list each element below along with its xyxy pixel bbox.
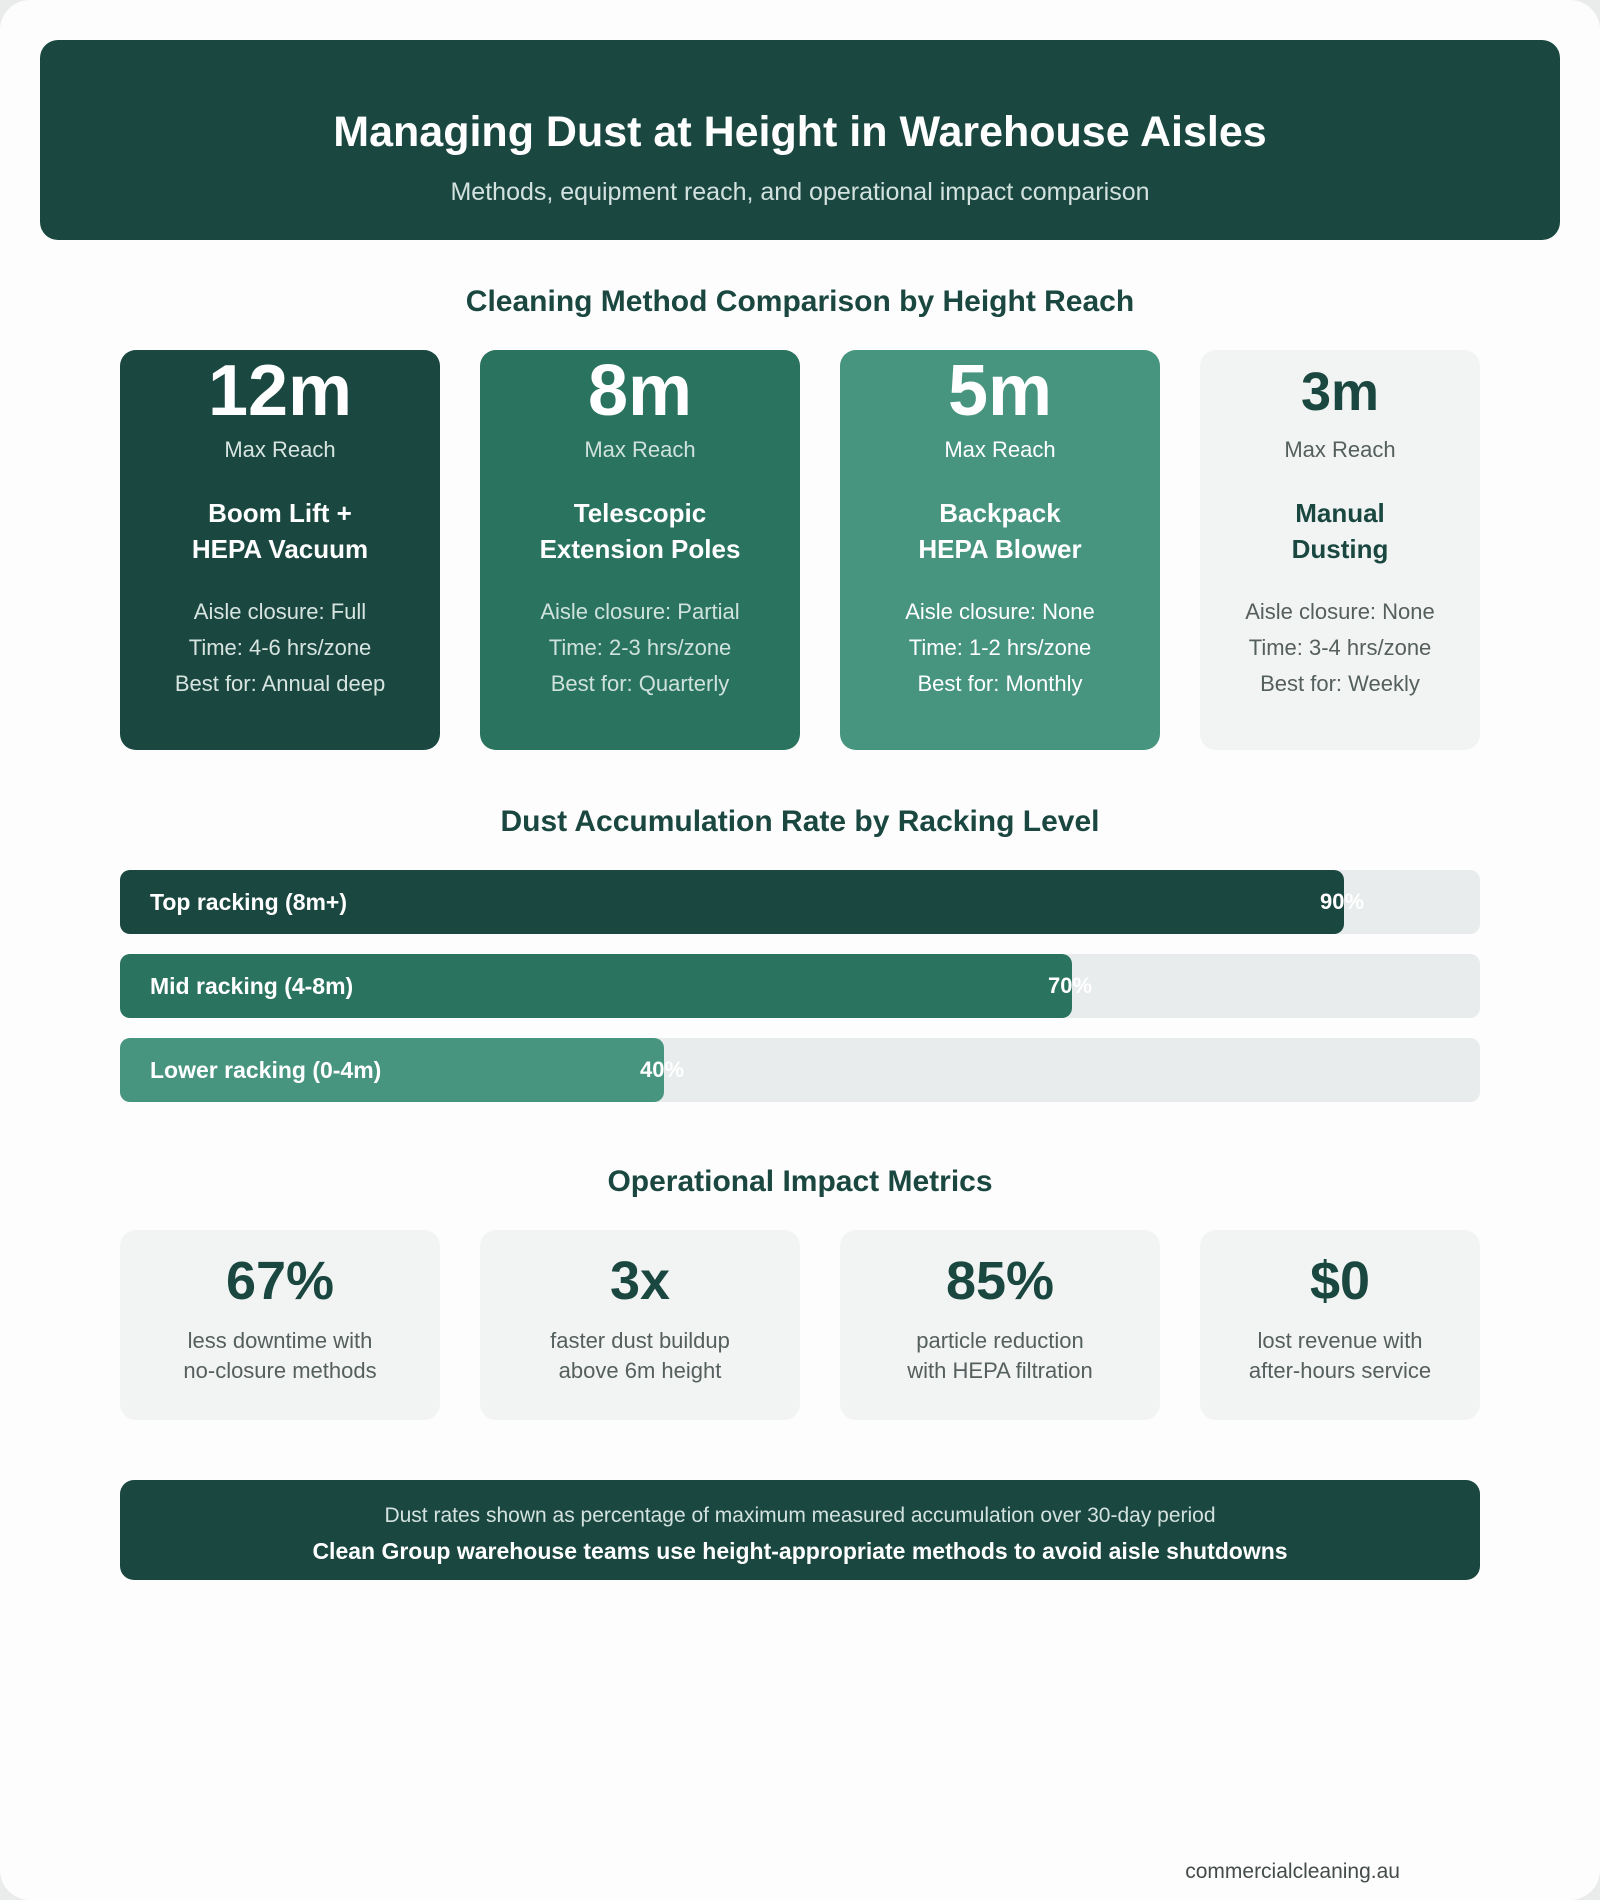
metric-description xyxy=(500,1326,780,1386)
method-details xyxy=(1200,594,1480,702)
metric-card-lost-revenue xyxy=(1200,1230,1480,1420)
method-name xyxy=(870,495,1130,567)
method-aisle-closure: Aisle closure: Partial xyxy=(540,599,740,624)
method-name-line2: HEPA Vacuum xyxy=(191,534,369,564)
dust-bar-lower-racking xyxy=(120,1038,1480,1102)
method-card-backpack-blower xyxy=(840,350,1160,750)
metric-description xyxy=(860,1326,1140,1386)
dust-bar-mid-racking xyxy=(120,954,1480,1018)
metric-value: 85% xyxy=(945,1251,1055,1311)
method-time: Time: 1-2 hrs/zone xyxy=(908,635,1092,660)
dust-bar-label: Mid racking (4-8m) xyxy=(150,973,354,999)
method-card-boom-lift xyxy=(120,350,440,750)
method-reach-value: 5m xyxy=(947,351,1053,431)
page-subtitle: Methods, equipment reach, and operational impact comparison xyxy=(450,178,1150,206)
dust-bar-value: 90% xyxy=(1320,889,1365,914)
method-time: Time: 4-6 hrs/zone xyxy=(188,635,372,660)
method-details xyxy=(840,594,1160,702)
method-name xyxy=(510,495,770,567)
dust-bar-label: Lower racking (0-4m) xyxy=(150,1057,382,1083)
header-banner xyxy=(40,40,1560,240)
methods-section-title: Cleaning Method Comparison by Height Reach xyxy=(465,285,1135,318)
method-name-line1: Backpack xyxy=(939,498,1061,528)
method-reach-label: Max Reach xyxy=(584,437,696,462)
method-reach-label: Max Reach xyxy=(944,437,1056,462)
metric-desc-line2: after-hours service xyxy=(1248,1358,1432,1383)
method-reach-label: Max Reach xyxy=(224,437,336,462)
metric-desc-line1: particle reduction xyxy=(916,1328,1084,1353)
method-aisle-closure: Aisle closure: None xyxy=(1245,599,1435,624)
method-name-line1: Manual xyxy=(1295,498,1385,528)
metric-card-dust-buildup xyxy=(480,1230,800,1420)
metric-desc-line2: with HEPA filtration xyxy=(907,1358,1093,1383)
metric-description xyxy=(140,1326,420,1386)
method-name xyxy=(1230,495,1450,567)
metric-desc-line2: above 6m height xyxy=(558,1358,722,1383)
method-reach-value: 8m xyxy=(587,351,693,431)
footer-note-box xyxy=(120,1480,1480,1580)
method-best-for: Best for: Quarterly xyxy=(550,671,730,696)
method-name-line1: Boom Lift + xyxy=(208,498,352,528)
metric-desc-line2: no-closure methods xyxy=(183,1358,377,1383)
method-time: Time: 3-4 hrs/zone xyxy=(1248,635,1432,660)
dust-section-title: Dust Accumulation Rate by Racking Level xyxy=(500,805,1100,838)
dust-bar-label: Top racking (8m+) xyxy=(150,889,348,915)
method-reach-value: 12m xyxy=(207,351,353,431)
method-name-line2: HEPA Blower xyxy=(918,534,1082,564)
method-best-for: Best for: Annual deep xyxy=(174,671,386,696)
dust-bar-value: 40% xyxy=(640,1057,685,1082)
metric-value: 67% xyxy=(225,1251,335,1311)
method-aisle-closure: Aisle closure: Full xyxy=(193,599,367,624)
metric-desc-line1: less downtime with xyxy=(187,1328,373,1353)
metric-value: 3x xyxy=(609,1251,671,1311)
method-card-telescopic-poles xyxy=(480,350,800,750)
metric-card-particle-reduction xyxy=(840,1230,1160,1420)
metric-value: $0 xyxy=(1309,1251,1371,1311)
footer-tagline: Clean Group warehouse teams use height-appropriate methods to avoid aisle shutdowns xyxy=(312,1538,1288,1564)
method-best-for: Best for: Weekly xyxy=(1260,671,1420,696)
method-reach-label: Max Reach xyxy=(1284,437,1396,462)
metric-desc-line1: lost revenue with xyxy=(1257,1328,1423,1353)
method-name-line1: Telescopic xyxy=(573,498,707,528)
method-details xyxy=(480,594,800,702)
metric-card-downtime xyxy=(120,1230,440,1420)
method-name-line2: Extension Poles xyxy=(539,534,741,564)
page-title: Managing Dust at Height in Warehouse Aisles xyxy=(333,108,1267,156)
method-name-line2: Dusting xyxy=(1291,534,1389,564)
site-url: commercialcleaning.au xyxy=(1185,1860,1400,1883)
method-reach-value: 3m xyxy=(1300,362,1380,422)
method-card-manual-dusting xyxy=(1200,350,1480,750)
metrics-section-title: Operational Impact Metrics xyxy=(607,1165,993,1198)
method-details xyxy=(120,594,440,702)
method-aisle-closure: Aisle closure: None xyxy=(905,599,1095,624)
dust-bar-value: 70% xyxy=(1048,973,1093,998)
method-name xyxy=(150,495,410,567)
metric-description xyxy=(1220,1326,1460,1386)
method-time: Time: 2-3 hrs/zone xyxy=(548,635,732,660)
method-best-for: Best for: Monthly xyxy=(917,671,1083,696)
dust-bar-top-racking xyxy=(120,870,1480,934)
metric-desc-line1: faster dust buildup xyxy=(550,1328,730,1353)
footer-note: Dust rates shown as percentage of maximum measured accumulation over 30-day period xyxy=(384,1504,1216,1527)
